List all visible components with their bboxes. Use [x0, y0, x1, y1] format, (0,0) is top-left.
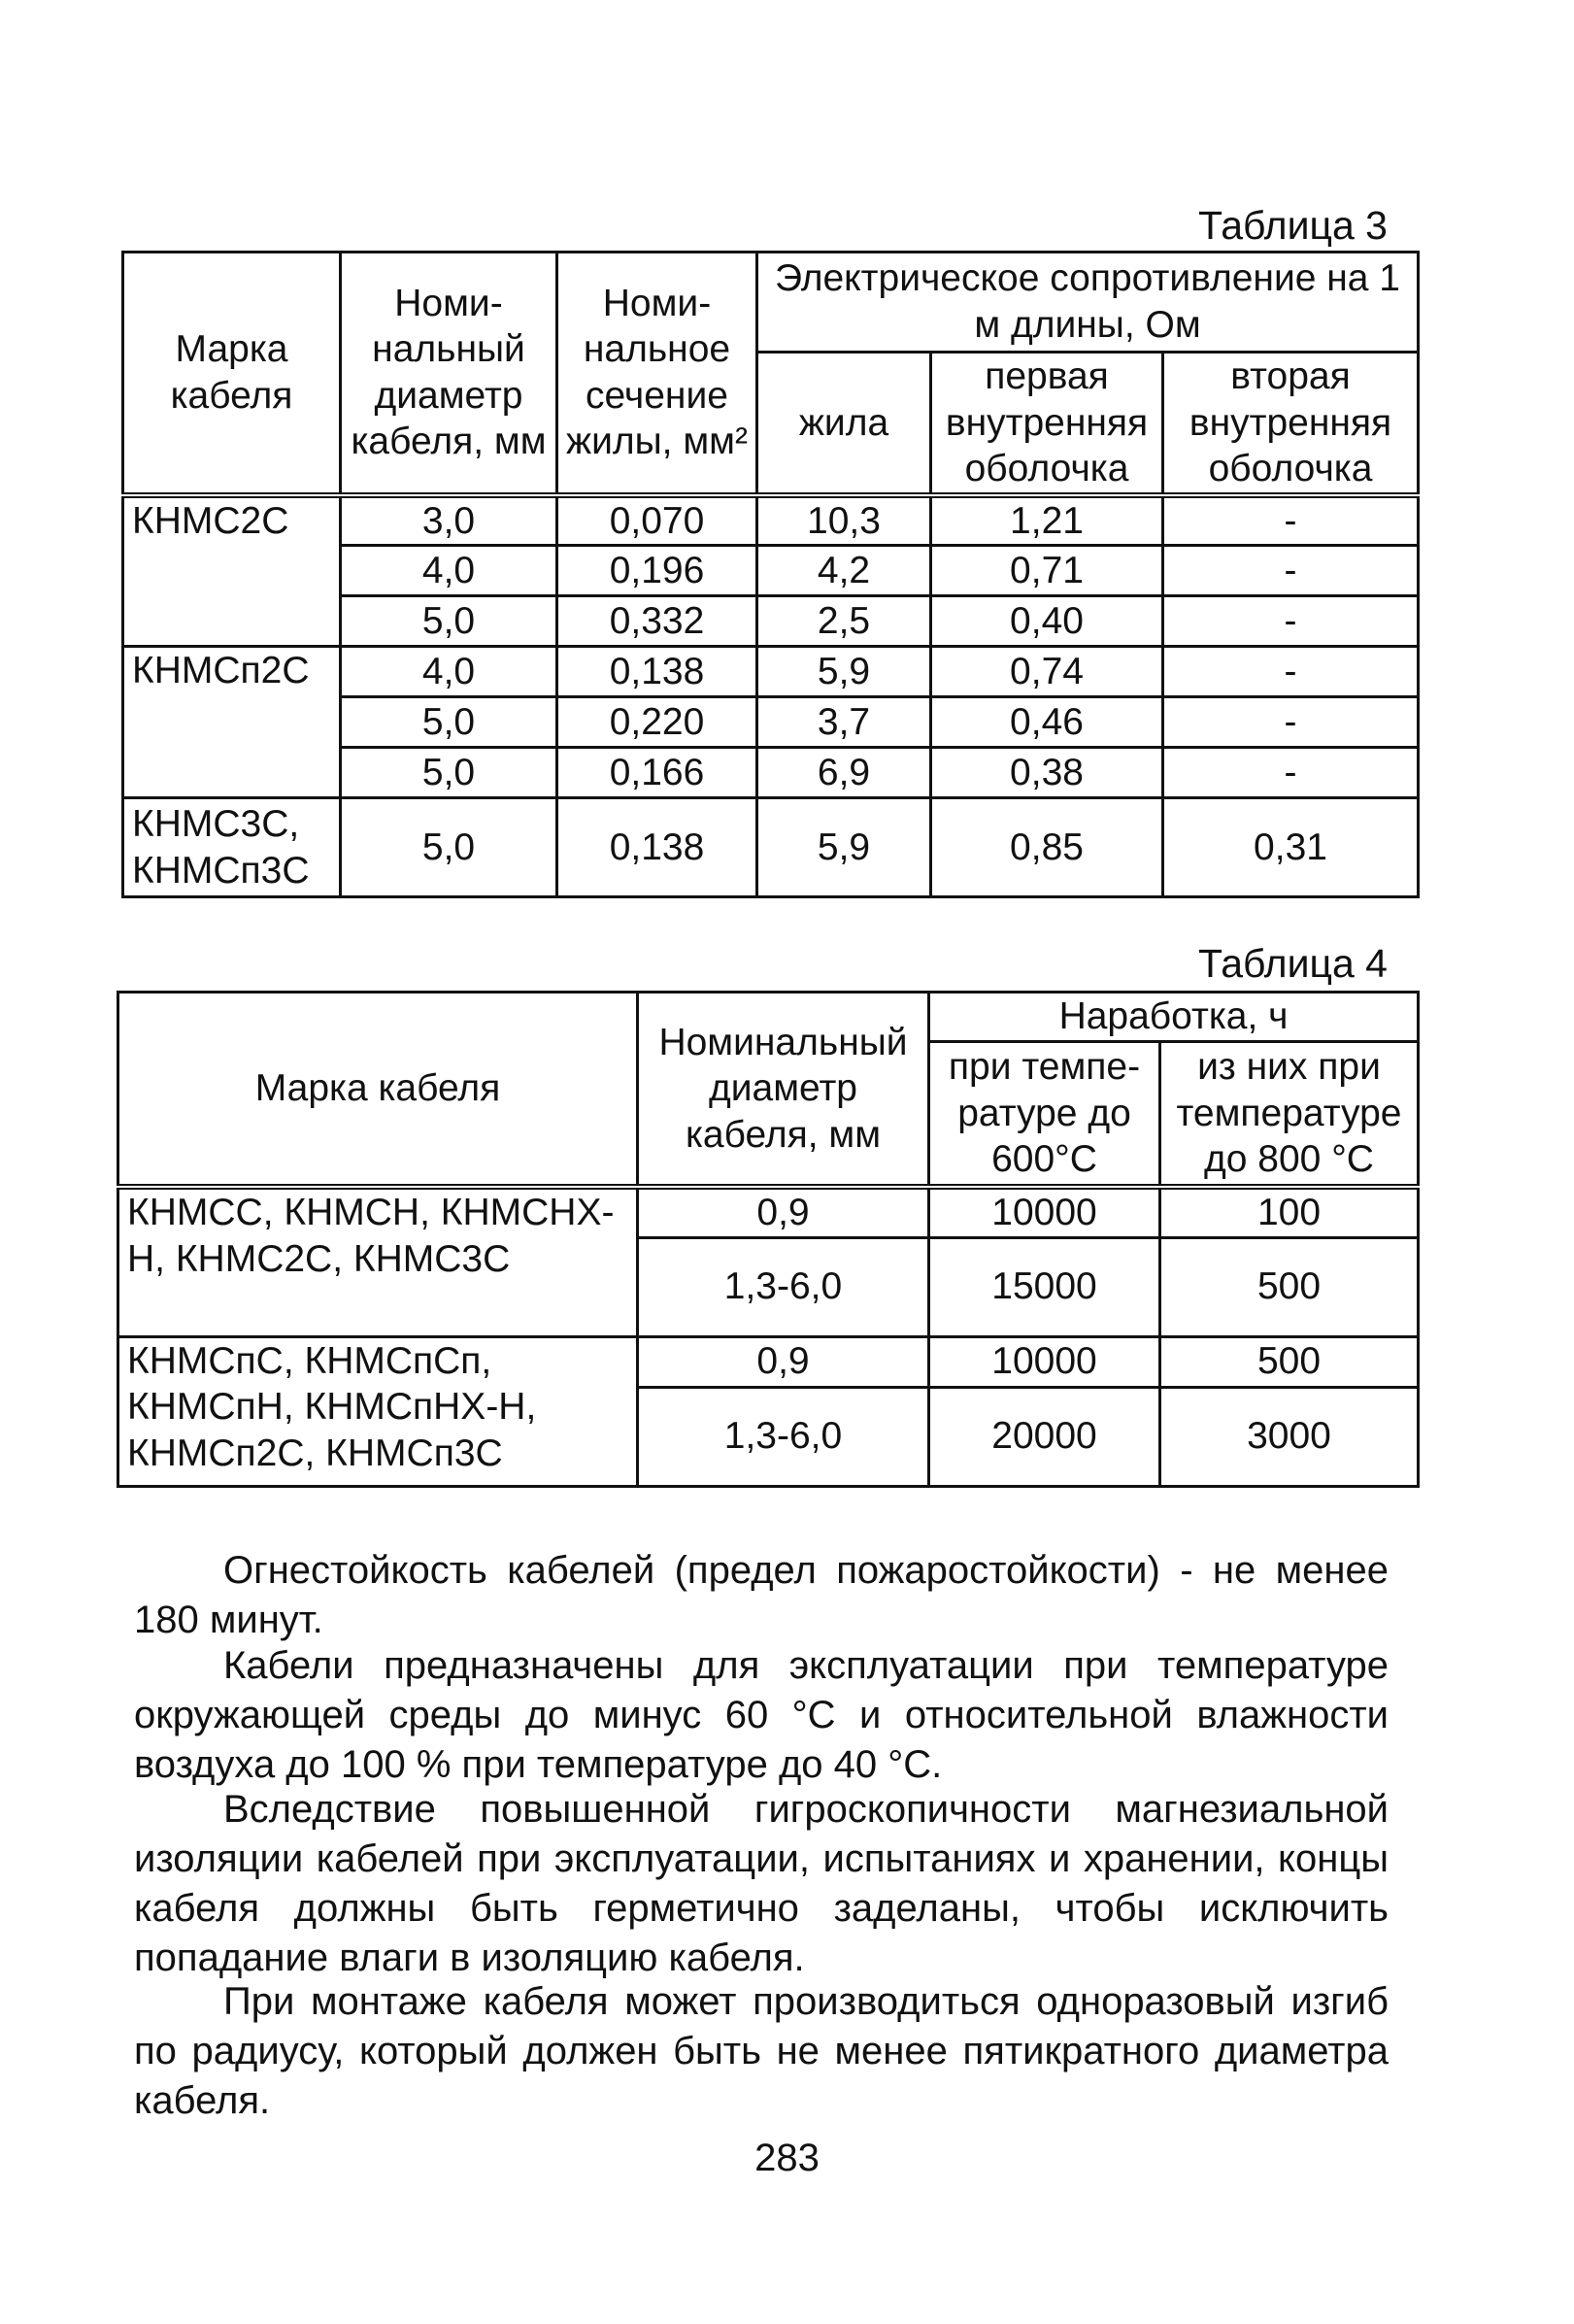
t3-cell: 5,0	[341, 798, 557, 897]
t3-cell: 1,21	[931, 495, 1163, 546]
t3-cell: 5,9	[757, 798, 931, 897]
t3-cell: 5,0	[341, 748, 557, 798]
paragraph-operating-conditions: Кабели предназначены для эксплуатации при температуре окружающей среды до минус 60 °С и относительной влажности воздуха до 100 % при температуре до 40 °С.	[134, 1644, 1389, 1786]
t3-cell: 0,31	[1163, 798, 1419, 897]
t3-cell: 0,220	[557, 697, 757, 748]
t4-header-at600: при темпе-ратуре до 600°С	[929, 1041, 1160, 1187]
t3-cell: -	[1163, 495, 1419, 546]
t3-cell: 10,3	[757, 495, 931, 546]
t3-brand-3: КНМС3С, КНМСп3С	[123, 798, 341, 897]
t3-header-first-sheath: первая внутренняя оболочка	[931, 353, 1163, 495]
table-4	[117, 991, 1420, 1488]
t3-header-resistance: Электрическое сопротивление на 1 м длины, Ом	[757, 253, 1419, 353]
t4-header-at800: из них при температуре до 800 °С	[1160, 1041, 1419, 1187]
t3-cell: 4,2	[757, 546, 931, 596]
t4-header-diameter: Номинальный диаметр кабеля, мм	[638, 993, 929, 1188]
t3-cell: -	[1163, 748, 1419, 798]
t3-cell: 4,0	[341, 546, 557, 596]
t3-cell: 0,38	[931, 748, 1163, 798]
t3-cell: -	[1163, 647, 1419, 697]
t3-cell: 3,0	[341, 495, 557, 546]
t3-cell: 0,46	[931, 697, 1163, 748]
t3-cell: 0,196	[557, 546, 757, 596]
t3-cell: 6,9	[757, 748, 931, 798]
t3-cell: 3,7	[757, 697, 931, 748]
t3-header-brand: Марка кабеля	[123, 253, 341, 495]
t3-brand-2: КНМСп2С	[123, 647, 341, 798]
t3-cell: 0,85	[931, 798, 1163, 897]
t4-cell: 10000	[929, 1187, 1160, 1237]
t3-cell: -	[1163, 596, 1419, 647]
t3-cell: 2,5	[757, 596, 931, 647]
t3-cell: 0,74	[931, 647, 1163, 697]
t4-brand-1: КНМСС, КНМСН, КНМСНХ-Н, КНМС2С, КНМС3С	[118, 1187, 638, 1336]
t3-header-section: Номи-нальное сечение жилы, мм²	[557, 253, 757, 495]
t3-cell: 4,0	[341, 647, 557, 697]
t4-cell: 1,3-6,0	[638, 1387, 929, 1486]
table4-caption: Таблица 4	[1198, 941, 1388, 986]
t3-cell: 5,0	[341, 697, 557, 748]
paragraph-hygroscopicity: Вследствие повышенной гигроскопичности магнезиальной изоляции кабелей при эксплуатации, испытаниях и хранении, концы кабеля должны быть герметично заделаны, чтобы исключить попадание влаги в изоляцию кабеля.	[134, 1788, 1389, 1979]
t4-cell: 3000	[1160, 1387, 1419, 1486]
t3-cell: 0,070	[557, 495, 757, 546]
t3-cell: 5,9	[757, 647, 931, 697]
t3-cell: 5,0	[341, 596, 557, 647]
t3-header-diameter: Номи-нальный диаметр кабеля, мм	[341, 253, 557, 495]
t3-cell: 0,71	[931, 546, 1163, 596]
t4-cell: 15000	[929, 1237, 1160, 1336]
t4-brand-2: КНМСпС, КНМСпСп, КНМСпН, КНМСпНХ-Н, КНМСп2С, КНМСп3С	[118, 1336, 638, 1486]
t4-cell: 100	[1160, 1187, 1419, 1237]
t4-header-brand: Марка кабеля	[118, 993, 638, 1188]
t3-cell: 0,332	[557, 596, 757, 647]
t3-cell: 0,166	[557, 748, 757, 798]
t4-cell: 0,9	[638, 1187, 929, 1237]
paragraph-bending: При монтаже кабеля может производиться одноразовый изгиб по радиусу, который должен быть не менее пятикратного диаметра кабеля.	[134, 1980, 1389, 2122]
t3-cell: 0,138	[557, 647, 757, 697]
page-number: 283	[754, 2137, 820, 2179]
t3-cell: -	[1163, 546, 1419, 596]
t3-brand-1: КНМС2С	[123, 495, 341, 647]
table-3	[121, 251, 1420, 898]
t3-header-core: жила	[757, 353, 931, 495]
t4-cell: 500	[1160, 1237, 1419, 1336]
t3-cell: -	[1163, 697, 1419, 748]
t4-cell: 1,3-6,0	[638, 1237, 929, 1336]
table3-caption: Таблица 3	[1198, 203, 1388, 248]
t4-cell: 500	[1160, 1336, 1419, 1387]
t4-cell: 10000	[929, 1336, 1160, 1387]
t4-header-runtime: Наработка, ч	[929, 993, 1419, 1042]
t4-cell: 20000	[929, 1387, 1160, 1486]
t3-cell: 0,40	[931, 596, 1163, 647]
t4-cell: 0,9	[638, 1336, 929, 1387]
paragraph-fire-resistance: Огнестойкость кабелей (предел пожаростойкости) - не менее 180 минут.	[134, 1549, 1389, 1641]
t3-header-second-sheath: вторая внутренняя оболочка	[1163, 353, 1419, 495]
t3-cell: 0,138	[557, 798, 757, 897]
